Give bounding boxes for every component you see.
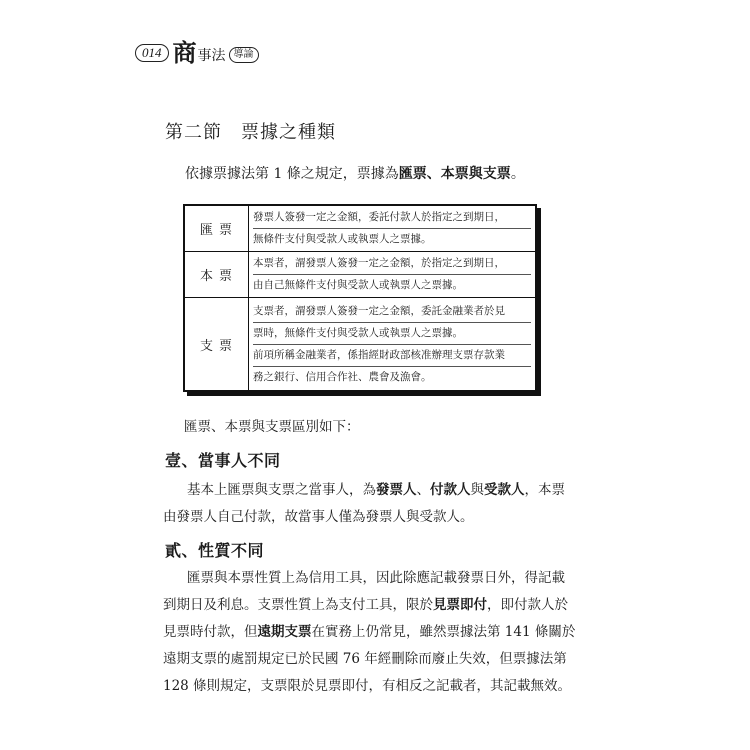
definition-row-draft	[185, 206, 536, 252]
definition-line: 務之銀行、信用合作社、農會及漁會。	[253, 370, 432, 383]
paragraph-nature	[163, 565, 576, 700]
heading-nature: 貳、性質不同	[165, 541, 265, 560]
definitions-table	[183, 204, 537, 392]
book-logo-char: 商	[172, 38, 197, 67]
intro-paragraph	[185, 163, 525, 183]
definition-line: 支票者，謂發票人簽發一定之金額，委託金融業者於見	[253, 301, 531, 323]
page-number: 014	[135, 44, 169, 62]
paragraph-parties	[163, 477, 563, 531]
term-cell: 本票	[185, 252, 249, 298]
definition-line: 票時，無條件支付與受款人或執票人之票據。	[253, 323, 531, 345]
definition-cell	[249, 252, 536, 298]
intro-text-end: 。	[510, 166, 525, 182]
paragraph-line: 基本上匯票與支票之當事人，為發票人、付款人與受款人，本票	[187, 482, 565, 498]
book-title: 事法	[197, 48, 226, 64]
definition-line: 由自己無條件支付與受款人或執票人之票據。	[253, 279, 463, 291]
definition-cell	[249, 298, 536, 391]
intro-text: 依據票據法第 1 條之規定，票據為	[185, 166, 399, 182]
paragraph-line: 到期日及利息。支票性質上為支付工具，限於見票即付，即付款人於	[163, 597, 568, 613]
paragraph-line: 遠期支票的處罰規定已於民國 76 年經刪除而廢止失效，但票據法第	[163, 651, 567, 667]
paragraph-line: 匯票與本票性質上為信用工具，因此除應記載發票日外，得記載	[187, 570, 565, 586]
definition-line: 發票人簽發一定之金額，委託付款人於指定之到期日，	[253, 207, 531, 229]
section-title: 第二節 票據之種類	[165, 122, 336, 143]
intro-bold-terms: 匯票、本票與支票	[398, 166, 511, 182]
running-header	[135, 40, 259, 66]
paragraph-line: 128 條則規定，支票限於見票即付，有相反之記載者，其記載無效。	[163, 678, 572, 694]
definition-line: 無條件支付與受款人或執票人之票據。	[253, 233, 432, 245]
definition-cell	[249, 206, 536, 252]
definition-row-check	[185, 298, 536, 391]
term-cell: 匯票	[185, 206, 249, 252]
paragraph-line: 見票時付款，但遠期支票在實務上仍常見，雖然票據法第 141 條關於	[163, 624, 576, 640]
definition-line: 本票者，謂發票人簽發一定之金額，於指定之到期日，	[253, 253, 531, 275]
comparison-intro: 匯票、本票與支票區別如下：	[184, 419, 360, 435]
book-subtitle: 導論	[229, 47, 259, 63]
definition-row-promissory	[185, 252, 536, 298]
definition-line: 前項所稱金融業者，係指經財政部核准辦理支票存款業	[253, 345, 531, 367]
heading-parties: 壹、當事人不同	[165, 451, 281, 470]
paragraph-line: 由發票人自己付款，故當事人僅為發票人與受款人。	[163, 509, 474, 525]
term-cell: 支票	[185, 298, 249, 391]
